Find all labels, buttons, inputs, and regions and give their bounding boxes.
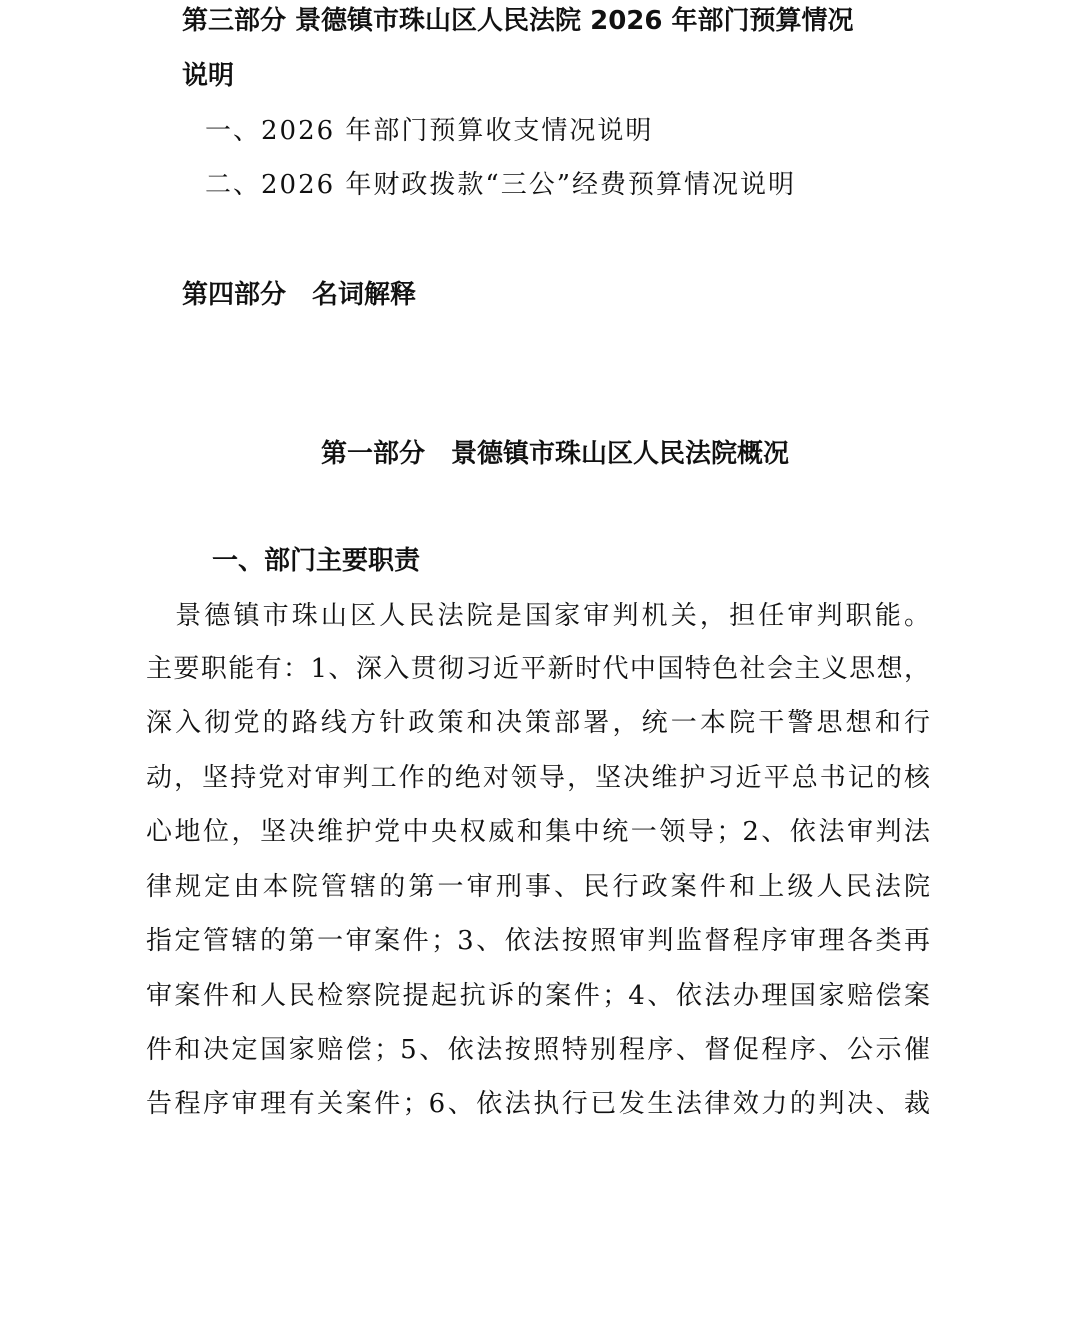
subheading: 一、部门主要职责 [212,546,421,576]
toc-item: 一、2026 年部门预算收支情况说明 [205,116,654,146]
body-line: 景德镇市珠山区人民法院是国家审判机关，担任审判职能。 [146,601,930,631]
body-line: 主要职能有：1、深入贯彻习近平新时代中国特色社会主义思想， [146,654,930,684]
body-line: 件和决定国家赔偿；5、依法按照特别程序、督促程序、公示催 [146,1035,930,1065]
body-line: 动，坚持党对审判工作的绝对领导，坚决维护习近平总书记的核 [146,763,930,793]
section-title: 第一部分 景德镇市珠山区人民法院概况 [320,439,789,469]
toc-part3-title-cont: 说明 [182,61,235,91]
body-line: 律规定由本院管辖的第一审刑事、民行政案件和上级人民法院 [146,872,930,902]
body-line: 深入彻党的路线方针政策和决策部署，统一本院干警思想和行 [146,708,930,738]
toc-part3-title: 第三部分 景德镇市珠山区人民法院 2026 年部门预算情况 [182,6,854,36]
body-line: 指定管辖的第一审案件；3、依法按照审判监督程序审理各类再 [146,926,930,956]
toc-part4: 第四部分 名词解释 [182,280,417,310]
body-line: 审案件和人民检察院提起抗诉的案件；4、依法办理国家赔偿案 [146,981,930,1011]
body-line: 心地位，坚决维护党中央权威和集中统一领导；2、依法审判法 [146,817,930,847]
body-line: 告程序审理有关案件；6、依法执行已发生法律效力的判决、裁 [146,1089,930,1119]
toc-item: 二、2026 年财政拨款“三公”经费预算情况说明 [205,170,797,200]
